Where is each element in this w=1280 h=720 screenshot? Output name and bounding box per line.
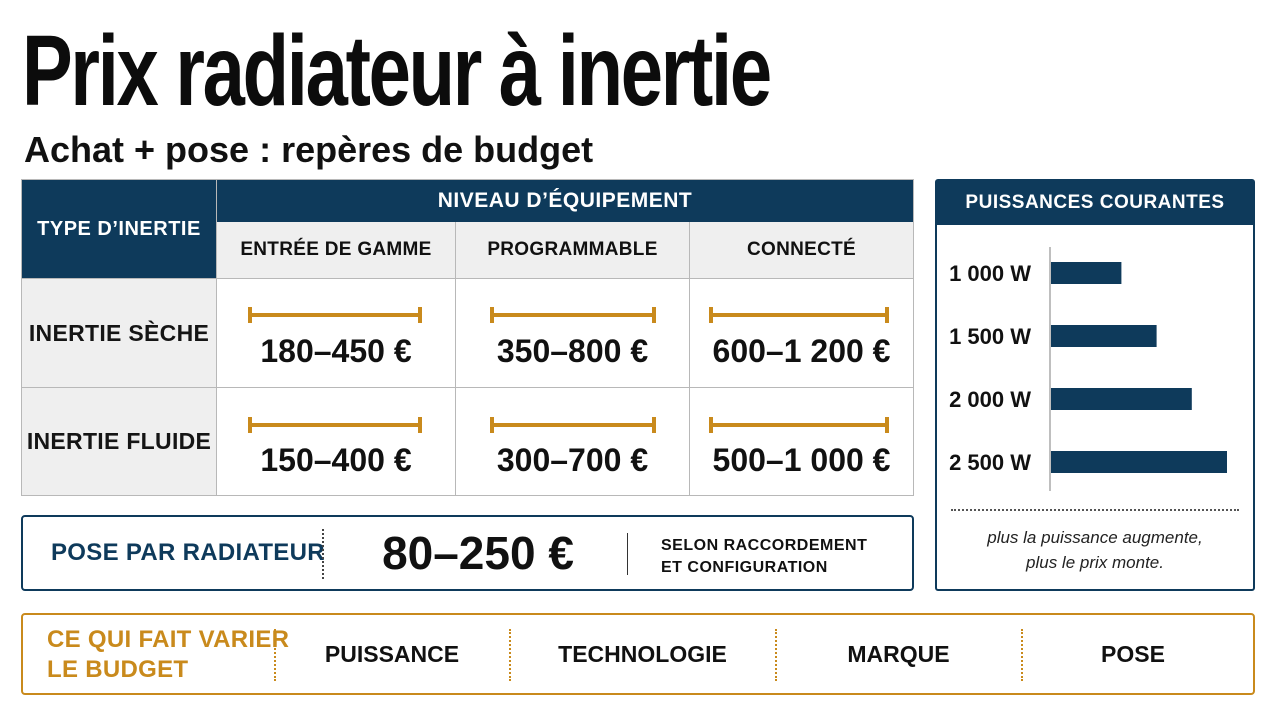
- price-range-bar: [490, 423, 656, 427]
- pose-value: 80–250 €: [382, 527, 574, 579]
- row-header: [22, 388, 216, 495]
- pose-note-line: ET CONFIGURATION: [661, 559, 828, 576]
- power-bar: [1051, 325, 1157, 347]
- row-label: INERTIE SÈCHE: [28, 319, 210, 346]
- power-bar: [1051, 388, 1192, 410]
- divider: [627, 533, 628, 575]
- table-divider: [689, 222, 690, 495]
- power-bar-chart: [937, 225, 1253, 495]
- price-range-bar: [248, 423, 422, 427]
- column-header: [456, 222, 689, 278]
- table-divider: [216, 180, 217, 495]
- power-bar: [1051, 262, 1121, 284]
- table-corner-header: [22, 180, 216, 278]
- price-cell: 600–1 200 €: [712, 332, 891, 369]
- factor-item: POSE: [1101, 640, 1165, 667]
- price-cell: 350–800 €: [496, 332, 649, 369]
- price-cell: 180–450 €: [260, 332, 412, 369]
- group-header: [217, 180, 913, 222]
- power-note: [937, 525, 1253, 575]
- power-panel-title: PUISSANCES COURANTES: [937, 181, 1253, 225]
- price-cell: 150–400 €: [260, 441, 412, 478]
- group-header-label: NIVEAU D’ÉQUIPEMENT: [437, 189, 693, 212]
- power-bar: [1051, 451, 1227, 473]
- price-range-bar: [248, 313, 422, 317]
- factors-label-line: LE BUDGET: [47, 656, 189, 683]
- table-divider: [455, 222, 456, 495]
- column-header: [690, 222, 913, 278]
- page-title: Prix radiateur à inertie: [22, 15, 770, 127]
- budget-factors-box: [21, 613, 1255, 695]
- dotted-separator: [951, 509, 1239, 511]
- price-cell: 500–1 000 €: [712, 441, 891, 478]
- row-header: [22, 279, 216, 387]
- price-range-bar: [709, 423, 889, 427]
- power-panel: [935, 179, 1255, 591]
- table-divider: [22, 387, 913, 388]
- column-header-label: PROGRAMMABLE: [487, 239, 658, 260]
- pose-box: [21, 515, 914, 591]
- price-table: [21, 179, 914, 496]
- bar-label: 1 500 W: [949, 324, 1031, 349]
- pose-note: [661, 535, 867, 579]
- factor-item: MARQUE: [847, 640, 950, 667]
- factors-label: [47, 625, 289, 685]
- power-note-line: plus la puissance augmente,: [987, 528, 1203, 547]
- factor-item: PUISSANCE: [324, 640, 460, 667]
- price-range-bar: [490, 313, 656, 317]
- factors-label-line: CE QUI FAIT VARIER: [47, 626, 290, 653]
- column-header-label: ENTRÉE DE GAMME: [240, 239, 432, 260]
- price-range-bar: [709, 313, 889, 317]
- page-subtitle: Achat + pose : repères de budget: [24, 129, 594, 170]
- power-note-line: plus le prix monte.: [1026, 553, 1164, 572]
- bar-label: 2 500 W: [949, 450, 1031, 475]
- corner-label: TYPE D’INERTIE: [37, 217, 201, 240]
- column-header-label: CONNECTÉ: [746, 239, 856, 260]
- price-cell: 300–700 €: [496, 441, 649, 478]
- bar-label: 2 000 W: [949, 387, 1031, 412]
- table-divider: [22, 278, 913, 279]
- pose-label: POSE PAR RADIATEUR: [51, 539, 325, 566]
- factor-item: TECHNOLOGIE: [558, 640, 727, 667]
- bar-label: 1 000 W: [949, 261, 1031, 286]
- row-label: INERTIE FLUIDE: [26, 428, 212, 454]
- column-header: [217, 222, 455, 278]
- pose-note-line: SELON RACCORDEMENT: [661, 537, 868, 554]
